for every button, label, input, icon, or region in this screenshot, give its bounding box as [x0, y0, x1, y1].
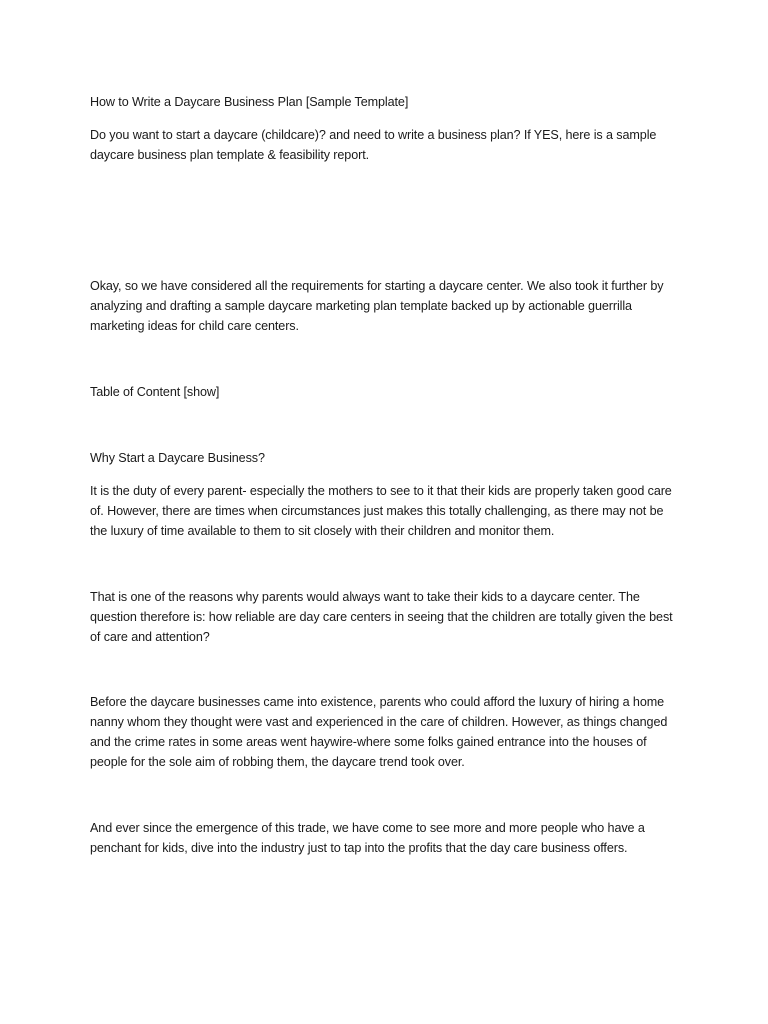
why-start-heading: Why Start a Daycare Business? — [90, 451, 265, 465]
requirements-paragraph: Okay, so we have considered all the requirements for starting a daycare center. We also took it further by analyzing and drafting a sample daycare marketing plan template backed up by actionable guerrilla marketing ideas for child care centers. — [90, 279, 664, 333]
history-paragraph: Before the daycare businesses came into existence, parents who could afford the luxury of hiring a home nanny whom they thought were vast and experienced in the care of children. However, as things changed and the crime rates in some areas went haywire-where some folks gained entrance into the houses of people for the sole aim of robbing them, the daycare trend took over. — [90, 695, 668, 769]
emergence-paragraph: And ever since the emergence of this trade, we have come to see more and more people who have a penchant for kids, dive into the industry just to tap into the profits that the day care business offers. — [90, 821, 645, 855]
reasons-paragraph: That is one of the reasons why parents would always want to take their kids to a daycare center. The question therefore is: how reliable are day care centers in seeing that the children are totally given the best of care and attention? — [90, 590, 673, 644]
parent-duty-paragraph: It is the duty of every parent- especially the mothers to see to it that their kids are properly taken good care of. However, there are times when circumstances just makes this totally challenging, as there may not be the luxury of time available to them to sit closely with their children and monitor them. — [90, 484, 672, 538]
table-of-content-label: Table of Content [show] — [90, 385, 220, 399]
document-title: How to Write a Daycare Business Plan [Sample Template] — [90, 95, 409, 109]
intro-paragraph: Do you want to start a daycare (childcare)? and need to write a business plan? If YES, here is a sample daycare business plan template & feasibility report. — [90, 128, 657, 162]
